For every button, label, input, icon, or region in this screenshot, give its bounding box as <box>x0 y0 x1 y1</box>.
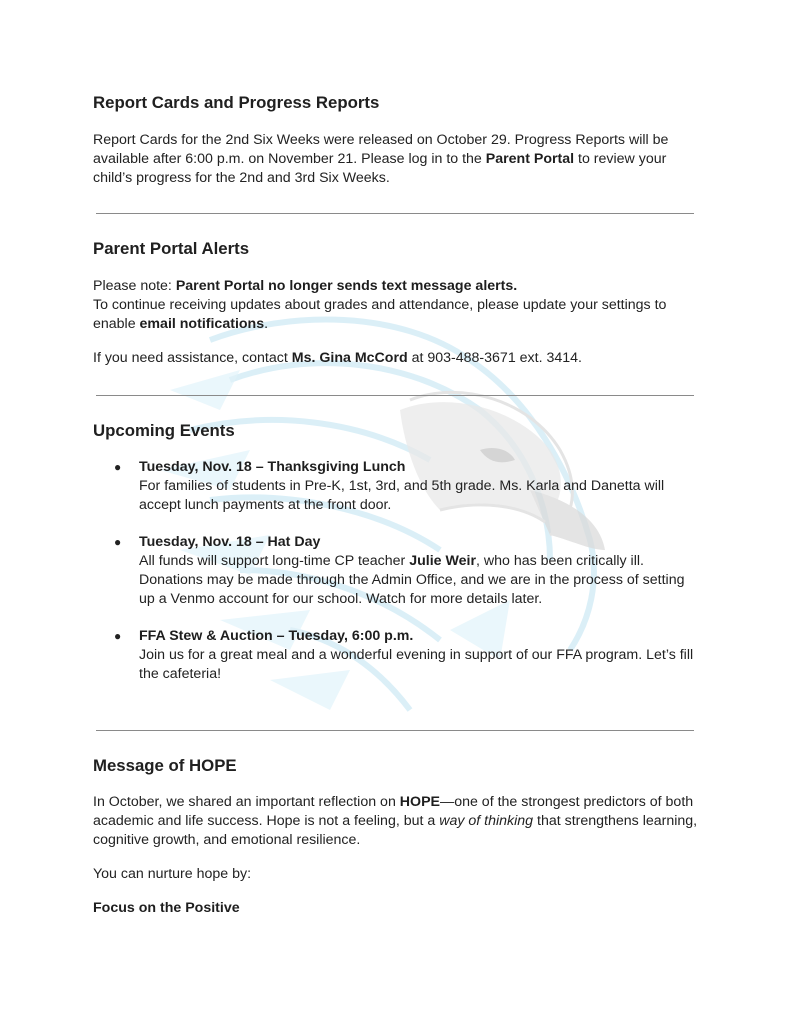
note-prefix: Please note: <box>93 278 176 294</box>
hope-heading: Message of HOPE <box>93 756 237 775</box>
event-item-thanksgiving-lunch <box>93 458 699 515</box>
bullet-icon: ● <box>114 460 122 474</box>
note-end: . <box>264 316 269 332</box>
hope-paragraph <box>93 793 699 850</box>
note-bold: Parent Portal no longer sends text message alerts. <box>175 278 518 294</box>
hope-nurture-line: You can nurture hope by: <box>93 866 252 882</box>
parent-portal-alerts-section <box>93 238 699 368</box>
bullet-icon: ● <box>114 535 122 549</box>
event-item-ffa-stew <box>93 627 699 684</box>
section-divider <box>96 395 694 396</box>
event-description: For families of students in Pre-K, 1st, 3rd, and 5th grade. Ms. Karla and Danetta will accept lunch payments at the front door. <box>139 478 665 513</box>
alerts-contact <box>93 349 699 368</box>
bullet-icon: ● <box>114 629 122 643</box>
event-title: Tuesday, Nov. 18 – Thanksgiving Lunch <box>139 459 406 475</box>
parent-portal-link-text: Parent Portal <box>485 151 575 167</box>
note-line2: To continue receiving updates about grades and attendance, please update your settings to enable <box>93 297 667 332</box>
event-title: FFA Stew & Auction – Tuesday, 6:00 p.m. <box>139 628 414 644</box>
event-title: Tuesday, Nov. 18 – Hat Day <box>139 534 321 550</box>
event-item-hat-day <box>93 533 699 609</box>
hope-bold: HOPE <box>399 794 440 810</box>
section-divider <box>96 730 694 731</box>
alerts-note <box>93 277 699 334</box>
upcoming-events-section <box>93 420 699 684</box>
email-notifications-text: email notifications <box>139 316 265 332</box>
alerts-heading: Parent Portal Alerts <box>93 239 250 258</box>
section-divider <box>96 213 694 214</box>
focus-positive-text: Focus on the Positive <box>93 900 240 916</box>
teacher-name: Julie Weir <box>409 553 476 569</box>
contact-prefix: If you need assistance, contact <box>93 350 292 366</box>
contact-phone: at 903-488-3671 ext. 3414. <box>407 350 582 366</box>
message-of-hope-section <box>93 755 699 918</box>
report-text: Report Cards for the 2nd Six Weeks were released on October 29. Progress Reports will be available after 6:00 p.m. on November 21. Please log in to the <box>93 132 669 167</box>
events-list <box>93 458 699 684</box>
event-description: All funds will support long-time CP teacher <box>139 553 410 569</box>
hope-subheading <box>93 899 699 918</box>
hope-text-c: that strengthens learning, cognitive growth, and emotional resilience. <box>93 813 698 848</box>
event-description: Join us for a great meal and a wonderful evening in support of our FFA program. Let’s fill the cafeteria! <box>139 647 694 682</box>
event-description-cont: , who has been critically ill. Donations may be made through the Admin Office, and we are in the process of setting up a Venmo account for our school. Watch for more details later. <box>139 553 685 607</box>
hope-text-b: —one of the strongest predictors of both academic and life success. Hope is not a feeling, but a <box>93 794 694 829</box>
report-text-end: to review your child’s progress for the 2nd and 3rd Six Weeks. <box>93 151 667 186</box>
report-cards-paragraph <box>93 131 699 188</box>
report-cards-section <box>93 92 699 188</box>
contact-name: Ms. Gina McCord <box>291 350 408 366</box>
hope-italic: way of thinking <box>439 813 534 829</box>
hope-text-a: In October, we shared an important reflection on <box>93 794 400 810</box>
report-cards-heading: Report Cards and Progress Reports <box>93 93 380 112</box>
events-heading: Upcoming Events <box>93 421 235 440</box>
